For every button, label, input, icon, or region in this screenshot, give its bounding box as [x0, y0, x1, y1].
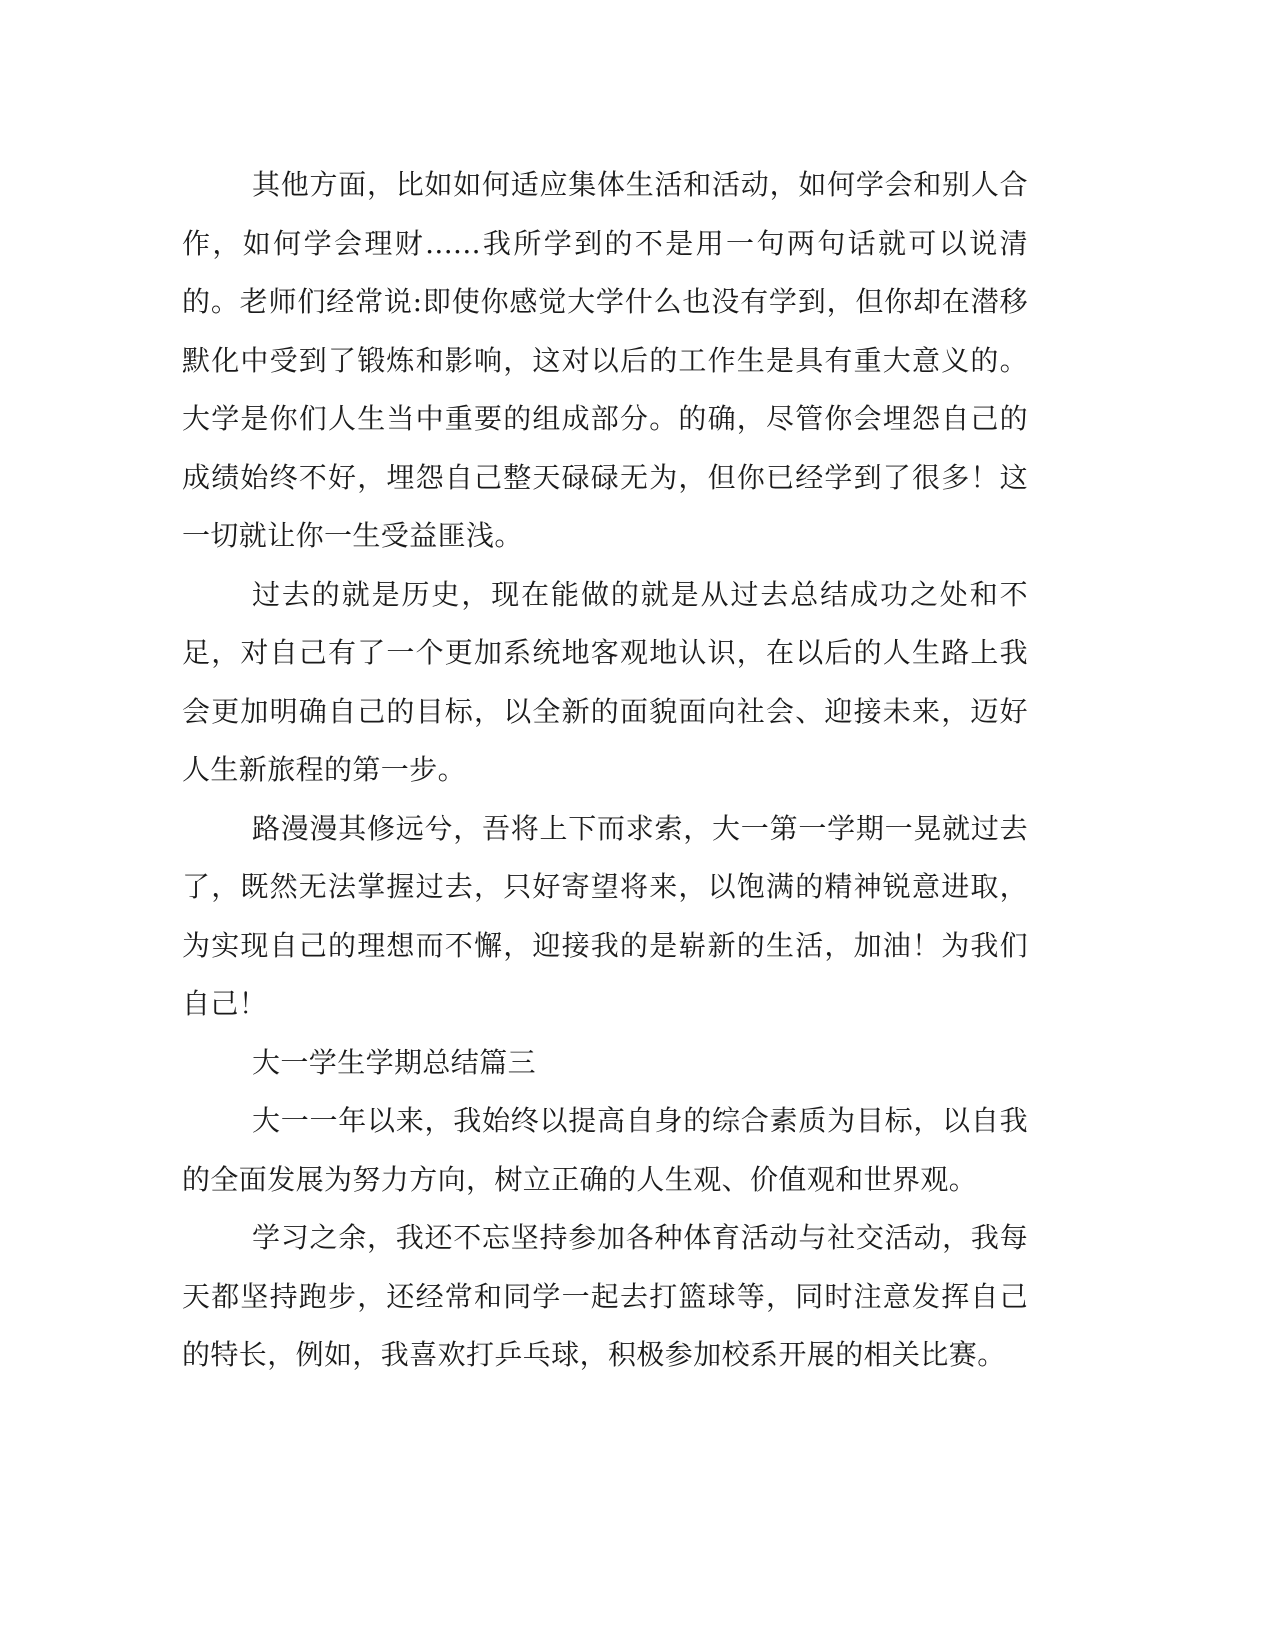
paragraph-long-road: 路漫漫其修远兮，吾将上下而求索，大一第一学期一晃就过去了，既然无法掌握过去，只好寄望将来，以饱满的精神锐意进取，为实现自己的理想而不懈，迎接我的是崭新的生活，加油！为我们自己！ — [182, 811, 1028, 1020]
section-heading: 大一学生学期总结篇三 — [252, 1045, 537, 1079]
paragraph-other-aspects: 其他方面，比如如何适应集体生活和活动，如何学会和别人合作，如何学会理财......我所学到的不是用一句两句话就可以说清的。老师们经常说:即使你感觉大学什么也没有学到，但你却在潜移默化中受到了锻炼和影响，这对以后的工作生是具有重大意义的。大学是你们人生当中重要的组成部分。的确，尽管你会埋怨自己的成绩始终不好，埋怨自己整天碌碌无为，但你已经学到了很多！这一切就让你一生受益匪浅。 — [182, 168, 1028, 552]
paragraph-past-history: 过去的就是历史，现在能做的就是从过去总结成功之处和不足，对自己有了一个更加系统地客观地认识，在以后的人生路上我会更加明确自己的目标，以全新的面貌面向社会、迎接未来，迈好人生新旅程的第一步。 — [182, 577, 1028, 786]
paragraph-sports-activities: 学习之余，我还不忘坚持参加各种体育活动与社交活动，我每天都坚持跑步，还经常和同学一起去打篮球等，同时注意发挥自己的特长，例如，我喜欢打乒乓球，积极参加校系开展的相关比赛。 — [182, 1221, 1028, 1371]
paragraph-first-year: 大一一年以来，我始终以提高自身的综合素质为目标，以自我的全面发展为努力方向，树立正确的人生观、价值观和世界观。 — [182, 1104, 1028, 1196]
document-body — [182, 156, 1028, 1385]
